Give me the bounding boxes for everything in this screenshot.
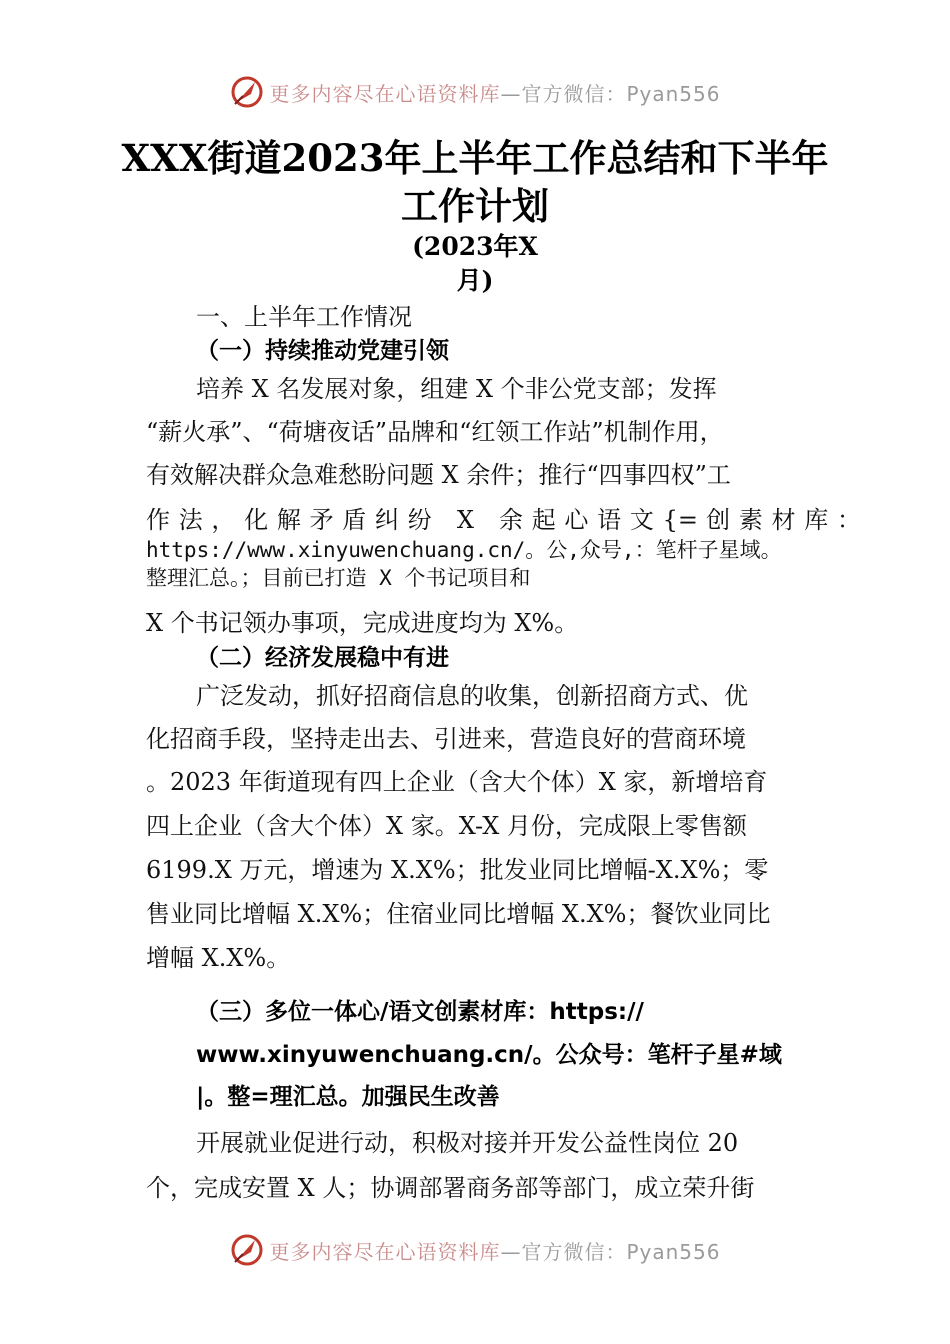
paragraph-3-line: 个，完成安置 X 人；协调部署商务部等部门，成立荣升街 xyxy=(146,1174,755,1202)
paragraph-2-line: 售业同比增幅 X.X%；住宿业同比增幅 X.X%；餐饮业同比 xyxy=(146,900,771,928)
doc-subtitle-line1: (2023年X xyxy=(412,232,538,261)
paragraph-1-line: 培养 X 名发展对象，组建 X 个非公党支部；发挥 xyxy=(196,375,717,403)
subheading-3-line: （三）多位一体心/语文创素材库：https:// xyxy=(196,999,644,1025)
paragraph-1-line: 作 法 ， 化 解 矛 盾 纠 纷 X 余 起 心 语 文 {= 创 素 材 库 ： xyxy=(146,506,861,534)
subheading-3-line: www.xinyuwenchuang.cn/。公众号：笔杆子星#域 xyxy=(196,1042,782,1068)
subheading-2: （二）经济发展稳中有进 xyxy=(196,645,449,671)
quill-logo-icon xyxy=(229,1232,265,1268)
paragraph-2-line: 广泛发动，抓好招商信息的收集，创新招商方式、优 xyxy=(196,682,748,710)
paragraph-2-line: 四上企业（含大个体）X 家。X-X 月份，完成限上零售额 xyxy=(146,812,747,840)
paragraph-3-line: 开展就业促进行动，积极对接并开发公益性岗位 20 xyxy=(196,1129,739,1157)
footer-banner xyxy=(0,1230,950,1270)
paragraph-2-line: 化招商手段，坚持走出去、引进来，营造良好的营商环境 xyxy=(146,725,746,753)
paragraph-2-line: 增幅 X.X%。 xyxy=(146,944,291,972)
doc-title-line2: 工作计划 xyxy=(401,184,549,228)
doc-title-line1: XXX街道2023年上半年工作总结和下半年 xyxy=(121,136,829,180)
banner-grey-text: —官方微信：Pyan556 xyxy=(500,81,721,106)
banner-red-text: 更多内容尽在心语资料库 xyxy=(269,81,501,106)
paragraph-2-line: 6199.X 万元，增速为 X.X%；批发业同比增幅-X.X%；零 xyxy=(146,856,769,884)
banner-grey-text: —官方微信：Pyan556 xyxy=(500,1239,721,1264)
paragraph-1-line: “薪火承”、“荷塘夜话”品牌和“红领工作站”机制作用， xyxy=(146,418,724,446)
paragraph-1-line: 有效解决群众急难愁盼问题 X 余件；推行“四事四权”工 xyxy=(146,461,731,489)
quill-logo-icon xyxy=(229,74,265,110)
paragraph-1-line: X 个书记领办事项，完成进度均为 X%。 xyxy=(146,609,579,637)
subheading-1: （一）持续推动党建引领 xyxy=(196,338,449,364)
header-banner xyxy=(0,72,950,112)
paragraph-1-line: https://www.xinyuwenchuang.cn/。公,众号,：笔杆子星域。 xyxy=(146,538,782,562)
doc-subtitle-line2: 月) xyxy=(456,266,494,295)
paragraph-1-line: 整理汇总。；目前已打造 X 个书记项目和 xyxy=(146,566,531,590)
banner-red-text: 更多内容尽在心语资料库 xyxy=(269,1239,501,1264)
paragraph-2-line: 。2023 年街道现有四上企业（含大个体）X 家，新增培育 xyxy=(146,768,768,796)
subheading-3-line: |。整=理汇总。加强民生改善 xyxy=(196,1084,500,1110)
section-title: 一、上半年工作情况 xyxy=(196,303,412,331)
